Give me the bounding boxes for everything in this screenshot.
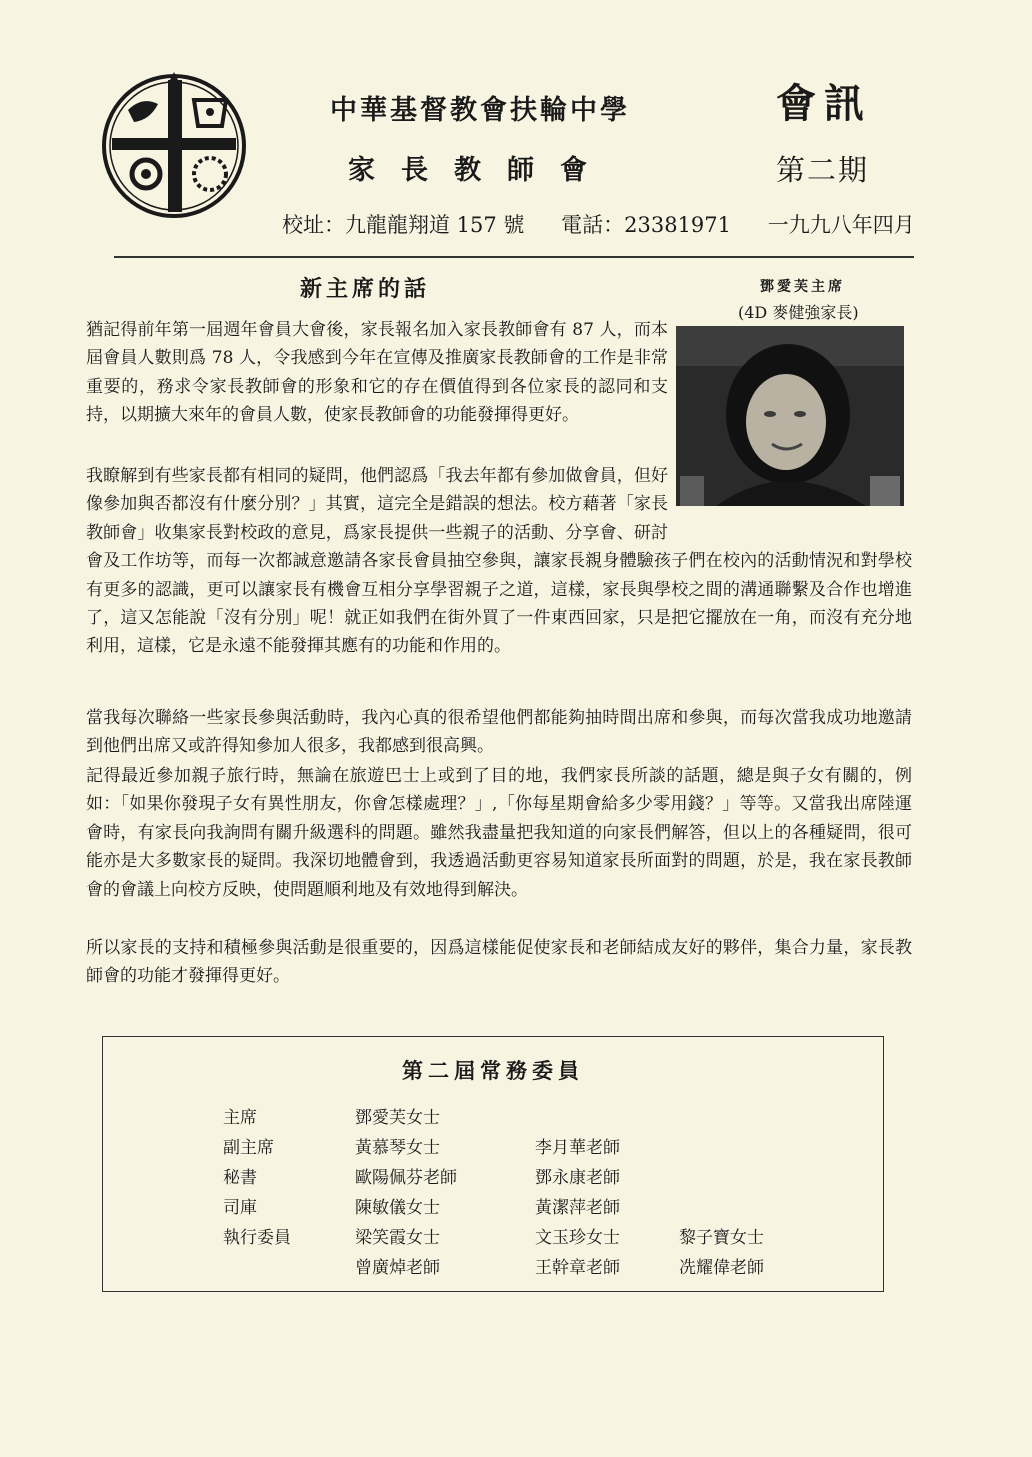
committee-role: 司庫: [223, 1198, 257, 1218]
committee-row: [103, 1193, 883, 1223]
committee-member: 黃慕琴女士: [355, 1138, 440, 1158]
committee-member: 梁笑霞女士: [355, 1228, 440, 1248]
publication-title: 會訊: [776, 80, 872, 127]
issue-number: 第二期: [776, 153, 870, 187]
committee-row: [103, 1253, 883, 1283]
article-paragraph-5: 所以家長的支持和積極參與活動是很重要的，因爲這樣能促使家長和老師結成友好的夥伴，集合力量，家長教師會的功能才發揮得更好。: [86, 938, 912, 987]
header-divider: [114, 256, 914, 258]
photo-caption-name: 鄧愛芙主席: [760, 279, 845, 295]
committee-row: [103, 1223, 883, 1253]
committee-member: 李月華老師: [535, 1138, 620, 1158]
committee-role: 執行委員: [223, 1228, 291, 1248]
school-address: 校址：九龍龍翔道 157 號: [282, 213, 525, 237]
association-name: 家長教師會: [348, 155, 613, 186]
committee-role: 秘書: [223, 1168, 257, 1188]
article-paragraph-1: 猶記得前年第一屆週年會員大會後，家長報名加入家長教師會有 87 人，而本屆會員人數則爲 78 人，令我感到今年在宣傳及推廣家長教師會的工作是非常重要的，務求令家長教師會的形象和它的存在價值得到各位家長的認同和支持，以期擴大來年的會員人數，使家長教師會的功能發揮得更好。: [86, 320, 668, 426]
article-title: 新主席的話: [300, 276, 431, 302]
committee-member: 冼耀偉老師: [679, 1258, 764, 1278]
article-paragraph-3: 當我每次聯絡一些家長參與活動時，我內心真的很希望他們都能夠抽時間出席和參與，而每次當我成功地邀請到他們出席又或許得知參加人很多，我都感到很高興。: [86, 708, 912, 757]
committee-member: 歐陽佩芬老師: [355, 1168, 457, 1188]
committee-member: 鄧愛芙女士: [355, 1108, 440, 1128]
article-paragraph-2: 我瞭解到有些家長都有相同的疑問，他們認爲「我去年都有參加做會員，但好像參加與否都沒有什麼分別？」其實，這完全是錯誤的想法。校方藉著「家長教師會」收集家長對校政的意見，爲家長提供一些親子的活動、分享會、研討會及工作坊等，而每一次都誠意邀請各家長會員抽空參與，讓家長親身體驗孩子們在校內的活動情況和對學校有更多的認識，更可以讓家長有機會互相分享學習親子之道，這樣，家長與學校之間的溝通聯繫及合作也增進了，這又怎能說「沒有分別」呢！就正如我們在街外買了一件東西回家，只是把它擺放在一角，而沒有充分地利用，這樣，它是永遠不能發揮其應有的功能和作用的。: [86, 466, 912, 657]
school-name: 中華基督教會扶輪中學: [330, 95, 630, 126]
committee-member: 曾廣焯老師: [355, 1258, 440, 1278]
committee-row: [103, 1163, 883, 1193]
article-paragraph-4: 記得最近參加親子旅行時，無論在旅遊巴士上或到了目的地，我們家長所談的話題，總是與子女有關的，例如：「如果你發現子女有異性朋友，你會怎樣處理？」,「你每星期會給多少零用錢？」等等。又當我出席陸運會時，有家長向我詢問有關升級選科的問題。雖然我盡量把我知道的向家長們解答，但以上的各種疑問，很可能亦是大多數家長的疑問。我深切地體會到，我透過活動更容易知道家長所面對的問題，於是，我在家長教師會的會議上向校方反映，使問題順利地及有效地得到解決。: [86, 766, 912, 900]
committee-title: 第二屆常務委員: [402, 1058, 584, 1083]
school-phone: 電話：23381971: [561, 213, 732, 237]
committee-member: 鄧永康老師: [535, 1168, 620, 1188]
committee-member: 陳敏儀女士: [355, 1198, 440, 1218]
school-logo: [98, 70, 250, 220]
contact-line: [282, 209, 915, 239]
committee-row: [103, 1133, 883, 1163]
photo-caption-role: (4D 麥健強家長): [738, 303, 859, 322]
committee-member: 王幹章老師: [535, 1258, 620, 1278]
committee-role: 主席: [223, 1108, 257, 1128]
committee-member: 黎子寶女士: [679, 1228, 764, 1248]
issue-date: 一九九八年四月: [767, 213, 915, 237]
committee-member: 文玉珍女士: [535, 1228, 620, 1248]
committee-box: [102, 1036, 884, 1292]
committee-role: 副主席: [223, 1138, 274, 1158]
committee-member: 黃潔萍老師: [535, 1198, 620, 1218]
committee-row: [103, 1103, 883, 1133]
